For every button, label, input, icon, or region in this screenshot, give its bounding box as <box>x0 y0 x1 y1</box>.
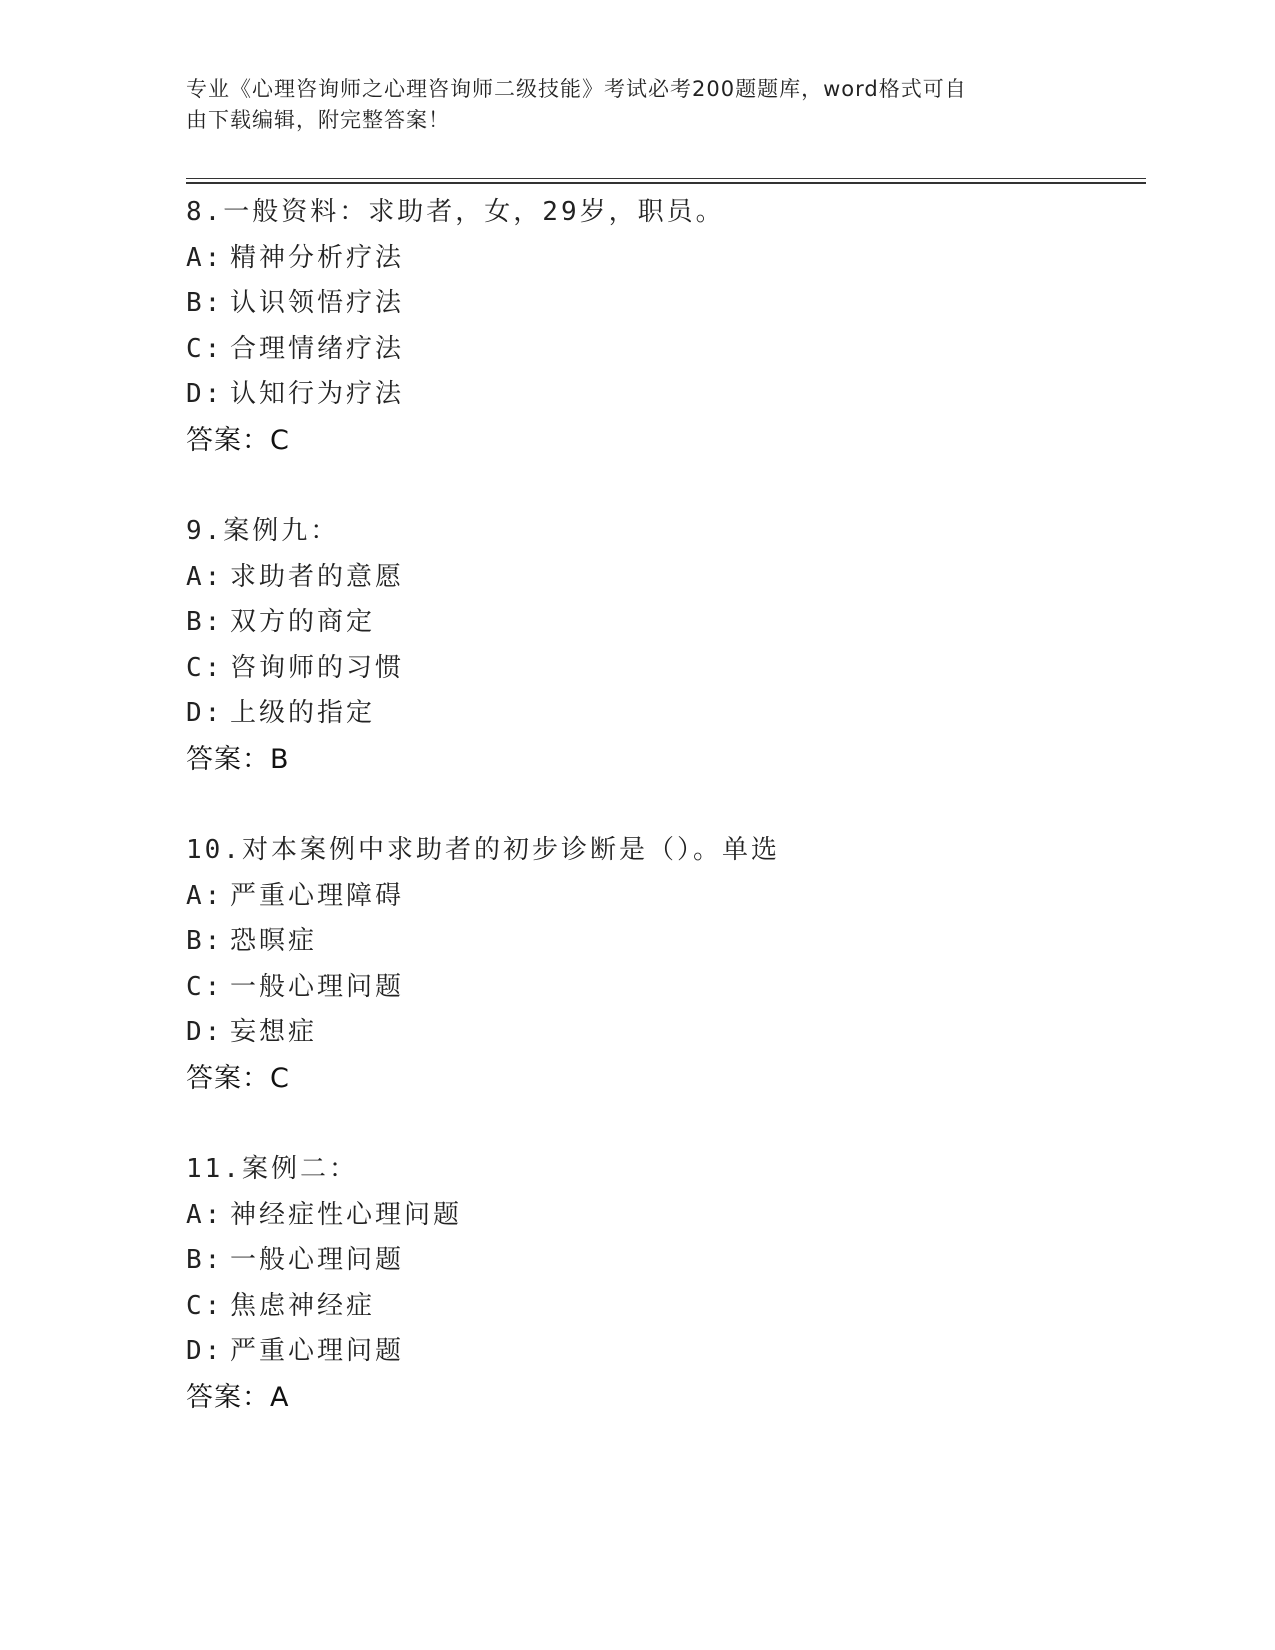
option-letter: B: <box>186 926 224 956</box>
option-letter: A: <box>186 242 224 273</box>
header-divider-thick <box>186 182 1146 184</box>
option-letter: C: <box>186 333 224 364</box>
option-text: 一般心理问题 <box>230 971 405 1002</box>
option-text: 求助者的意愿 <box>230 561 405 592</box>
question-stem: 9.案例九： <box>186 516 340 546</box>
option-b <box>186 281 1136 327</box>
header-divider-thin <box>186 178 1146 179</box>
option-text: 咨询师的习惯 <box>230 652 405 683</box>
option-text: 认知行为疗法 <box>230 379 405 409</box>
answer-line: 答案：A <box>186 1381 290 1413</box>
question-list <box>186 190 1136 1466</box>
question-11 <box>186 1147 1136 1420</box>
header-line-2: 由下载编辑，附完整答案！ <box>186 108 450 132</box>
option-a <box>186 1193 1136 1239</box>
option-a <box>186 555 1136 601</box>
option-text: 上级的指定 <box>230 698 376 728</box>
option-letter: C: <box>186 652 224 683</box>
option-text: 妄想症 <box>230 1017 318 1047</box>
answer-line: 答案：C <box>186 1062 290 1094</box>
option-text: 恐暝症 <box>230 926 318 956</box>
option-text: 合理情绪疗法 <box>230 333 405 364</box>
option-c <box>186 646 1136 692</box>
option-b <box>186 1238 1136 1284</box>
option-text: 一般心理问题 <box>230 1245 405 1275</box>
question-stem: 10.对本案例中求助者的初步诊断是（）。单选 <box>186 835 780 865</box>
option-d <box>186 1010 1136 1056</box>
option-text: 认识领悟疗法 <box>230 288 405 318</box>
question-stem: 11.案例二： <box>186 1154 358 1184</box>
option-letter: C: <box>186 1290 224 1321</box>
option-text: 严重心理问题 <box>230 1336 405 1366</box>
option-letter: D: <box>186 1336 224 1366</box>
option-c <box>186 327 1136 373</box>
answer-line: 答案：B <box>186 743 290 775</box>
header-line-1: 专业《心理咨询师之心理咨询师二级技能》考试必考200题题库，word格式可自 <box>186 77 967 101</box>
option-d <box>186 1329 1136 1375</box>
question-10 <box>186 828 1136 1101</box>
option-letter: D: <box>186 1017 224 1047</box>
option-a <box>186 236 1136 282</box>
option-letter: B: <box>186 607 224 637</box>
option-c <box>186 1284 1136 1330</box>
question-stem: 8.一般资料：求助者，女，29岁，职员。 <box>186 197 725 227</box>
option-text: 严重心理障碍 <box>230 880 405 911</box>
option-letter: C: <box>186 971 224 1002</box>
option-letter: A: <box>186 1199 224 1230</box>
option-text: 焦虑神经症 <box>230 1290 376 1321</box>
answer-line: 答案：C <box>186 424 290 456</box>
option-letter: B: <box>186 288 224 318</box>
document-header <box>186 74 1066 136</box>
option-c <box>186 965 1136 1011</box>
option-letter: B: <box>186 1245 224 1275</box>
option-text: 精神分析疗法 <box>230 242 405 273</box>
option-letter: D: <box>186 698 224 728</box>
option-d <box>186 372 1136 418</box>
question-8 <box>186 190 1136 463</box>
option-letter: A: <box>186 880 224 911</box>
option-letter: A: <box>186 561 224 592</box>
option-a <box>186 874 1136 920</box>
option-text: 双方的商定 <box>230 607 376 637</box>
option-text: 神经症性心理问题 <box>230 1199 463 1230</box>
option-b <box>186 919 1136 965</box>
option-b <box>186 600 1136 646</box>
option-d <box>186 691 1136 737</box>
option-letter: D: <box>186 379 224 409</box>
question-9 <box>186 509 1136 782</box>
